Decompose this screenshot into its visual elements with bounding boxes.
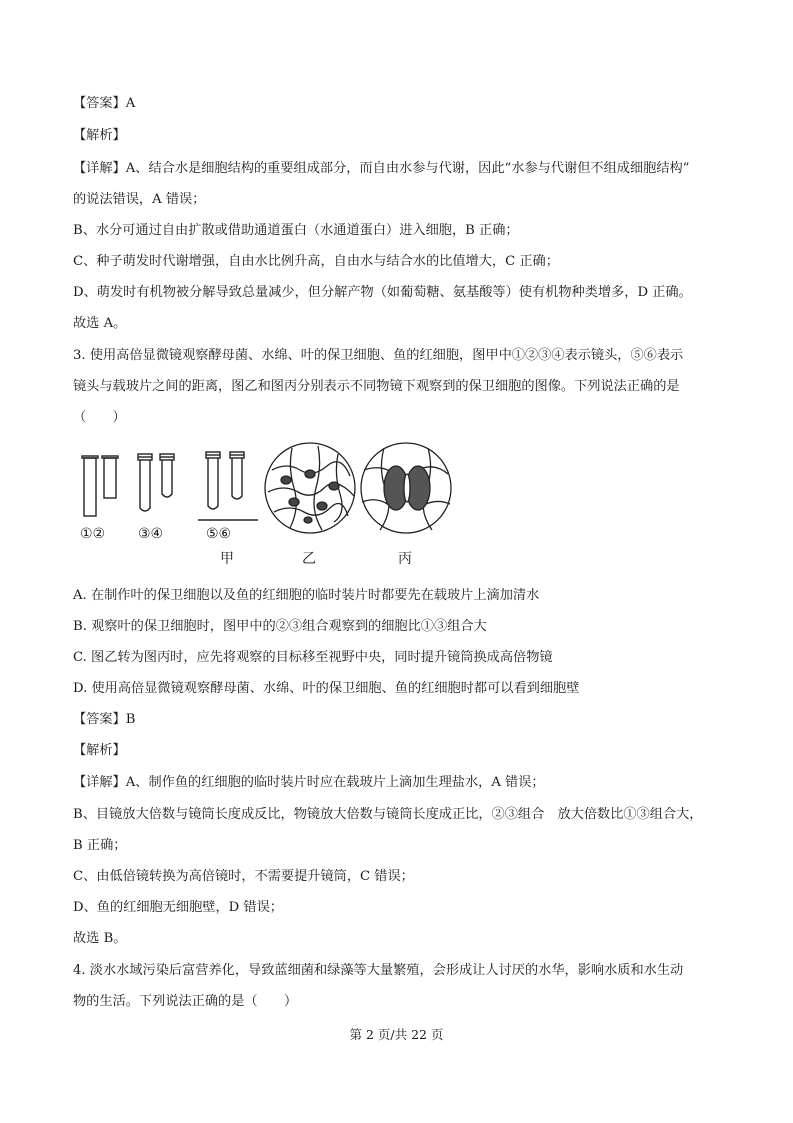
page-footer: 第 2 页/共 22 页 (349, 1027, 444, 1042)
question-4-line-2: 物的生活。下列说法正确的是（ ） (73, 994, 298, 1009)
option-b: B. 观察叶的保卫细胞时，图甲中的②③组合观察到的细胞比①③组合大 (73, 619, 487, 634)
q3-detail-b-1: B、目镜放大倍数与镜筒长度成反比，物镜放大倍数与镜筒长度成正比，②③组合 放大倍数比①③组合大， (73, 807, 703, 822)
q3-detail-a: 【详解】A、制作鱼的红细胞的临时装片时应在载玻片上滴加生理盐水，A 错误； (73, 775, 545, 790)
question-3-blank: （ ） (73, 410, 126, 425)
label-distance-5-6: ⑤⑥ (206, 526, 232, 542)
answer-label-q2: 【答案】A (73, 96, 136, 111)
question-3-line-1: 3. 使用高倍显微镜观察酵母菌、水绵、叶的保卫细胞、鱼的红细胞，图甲中①②③④表示镜头，⑤⑥表示 (73, 348, 684, 363)
analysis-label-q2: 【解析】 (73, 128, 126, 143)
label-yi: 乙 (302, 551, 316, 567)
detail-line-c: C、种子萌发时代谢增强，自由水比例升高，自由水与结合水的比值增大，C 正确； (73, 254, 559, 269)
label-bing: 丙 (398, 551, 412, 567)
detail-line-b: B、水分可通过自由扩散或借助通道蛋白（水通道蛋白）进入细胞，B 正确； (73, 223, 519, 238)
q3-detail-b-2: B 正确； (73, 838, 127, 853)
option-d: D. 使用高倍显微镜观察酵母菌、水绵、叶的保卫细胞、鱼的红细胞时都可以看到细胞壁 (73, 681, 580, 696)
question-4-line-1: 4. 淡水水域污染后富营养化，导致蓝细菌和绿藻等大量繁殖，会形成让人讨厌的水华，影响水质和水生动 (73, 963, 684, 978)
label-jia: 甲 (220, 551, 234, 567)
detail-line-1: 【详解】A、结合水是细胞结构的重要组成部分，而自由水参与代谢，因此“水参与代谢但不组成细胞结构” (73, 161, 690, 176)
q3-detail-c: C、由低倍镜转换为高倍镜时，不需要提升镜筒，C 错误； (73, 869, 414, 884)
objective-distance (198, 452, 258, 520)
eyepiece-lenses (82, 456, 118, 516)
q3-detail-d: D、鱼的红细胞无细胞壁，D 错误； (73, 900, 283, 915)
view-low-power (265, 443, 355, 533)
label-lenses-3-4: ③④ (138, 526, 164, 542)
option-c: C. 图乙转为图丙时，应先将观察的目标移至视野中央，同时提升镜筒换成高倍物镜 (73, 650, 553, 665)
answer-label-q3: 【答案】B (73, 712, 136, 727)
detail-line-2: 的说法错误，A 错误； (73, 192, 206, 207)
detail-line-d: D、萌发时有机物被分解导致总量减少，但分解产物（如葡萄糖、氨基酸等）使有机物种类增多，D 正确。 (73, 285, 692, 300)
analysis-label-q3: 【解析】 (73, 743, 126, 758)
option-a: A. 在制作叶的保卫细胞以及鱼的红细胞的临时装片时都要先在载玻片上滴加清水 (73, 588, 540, 603)
objective-lenses (138, 454, 174, 511)
label-lenses-1-2: ①② (80, 526, 106, 542)
choose-line-q3: 故选 B。 (73, 931, 127, 946)
choose-line-q2: 故选 A。 (73, 316, 127, 331)
question-3-line-2: 镜头与载玻片之间的距离，图乙和图丙分别表示不同物镜下观察到的保卫细胞的图像。下列说法正确的是 (73, 379, 680, 394)
view-high-power (361, 443, 451, 533)
microscope-figure (72, 440, 462, 570)
